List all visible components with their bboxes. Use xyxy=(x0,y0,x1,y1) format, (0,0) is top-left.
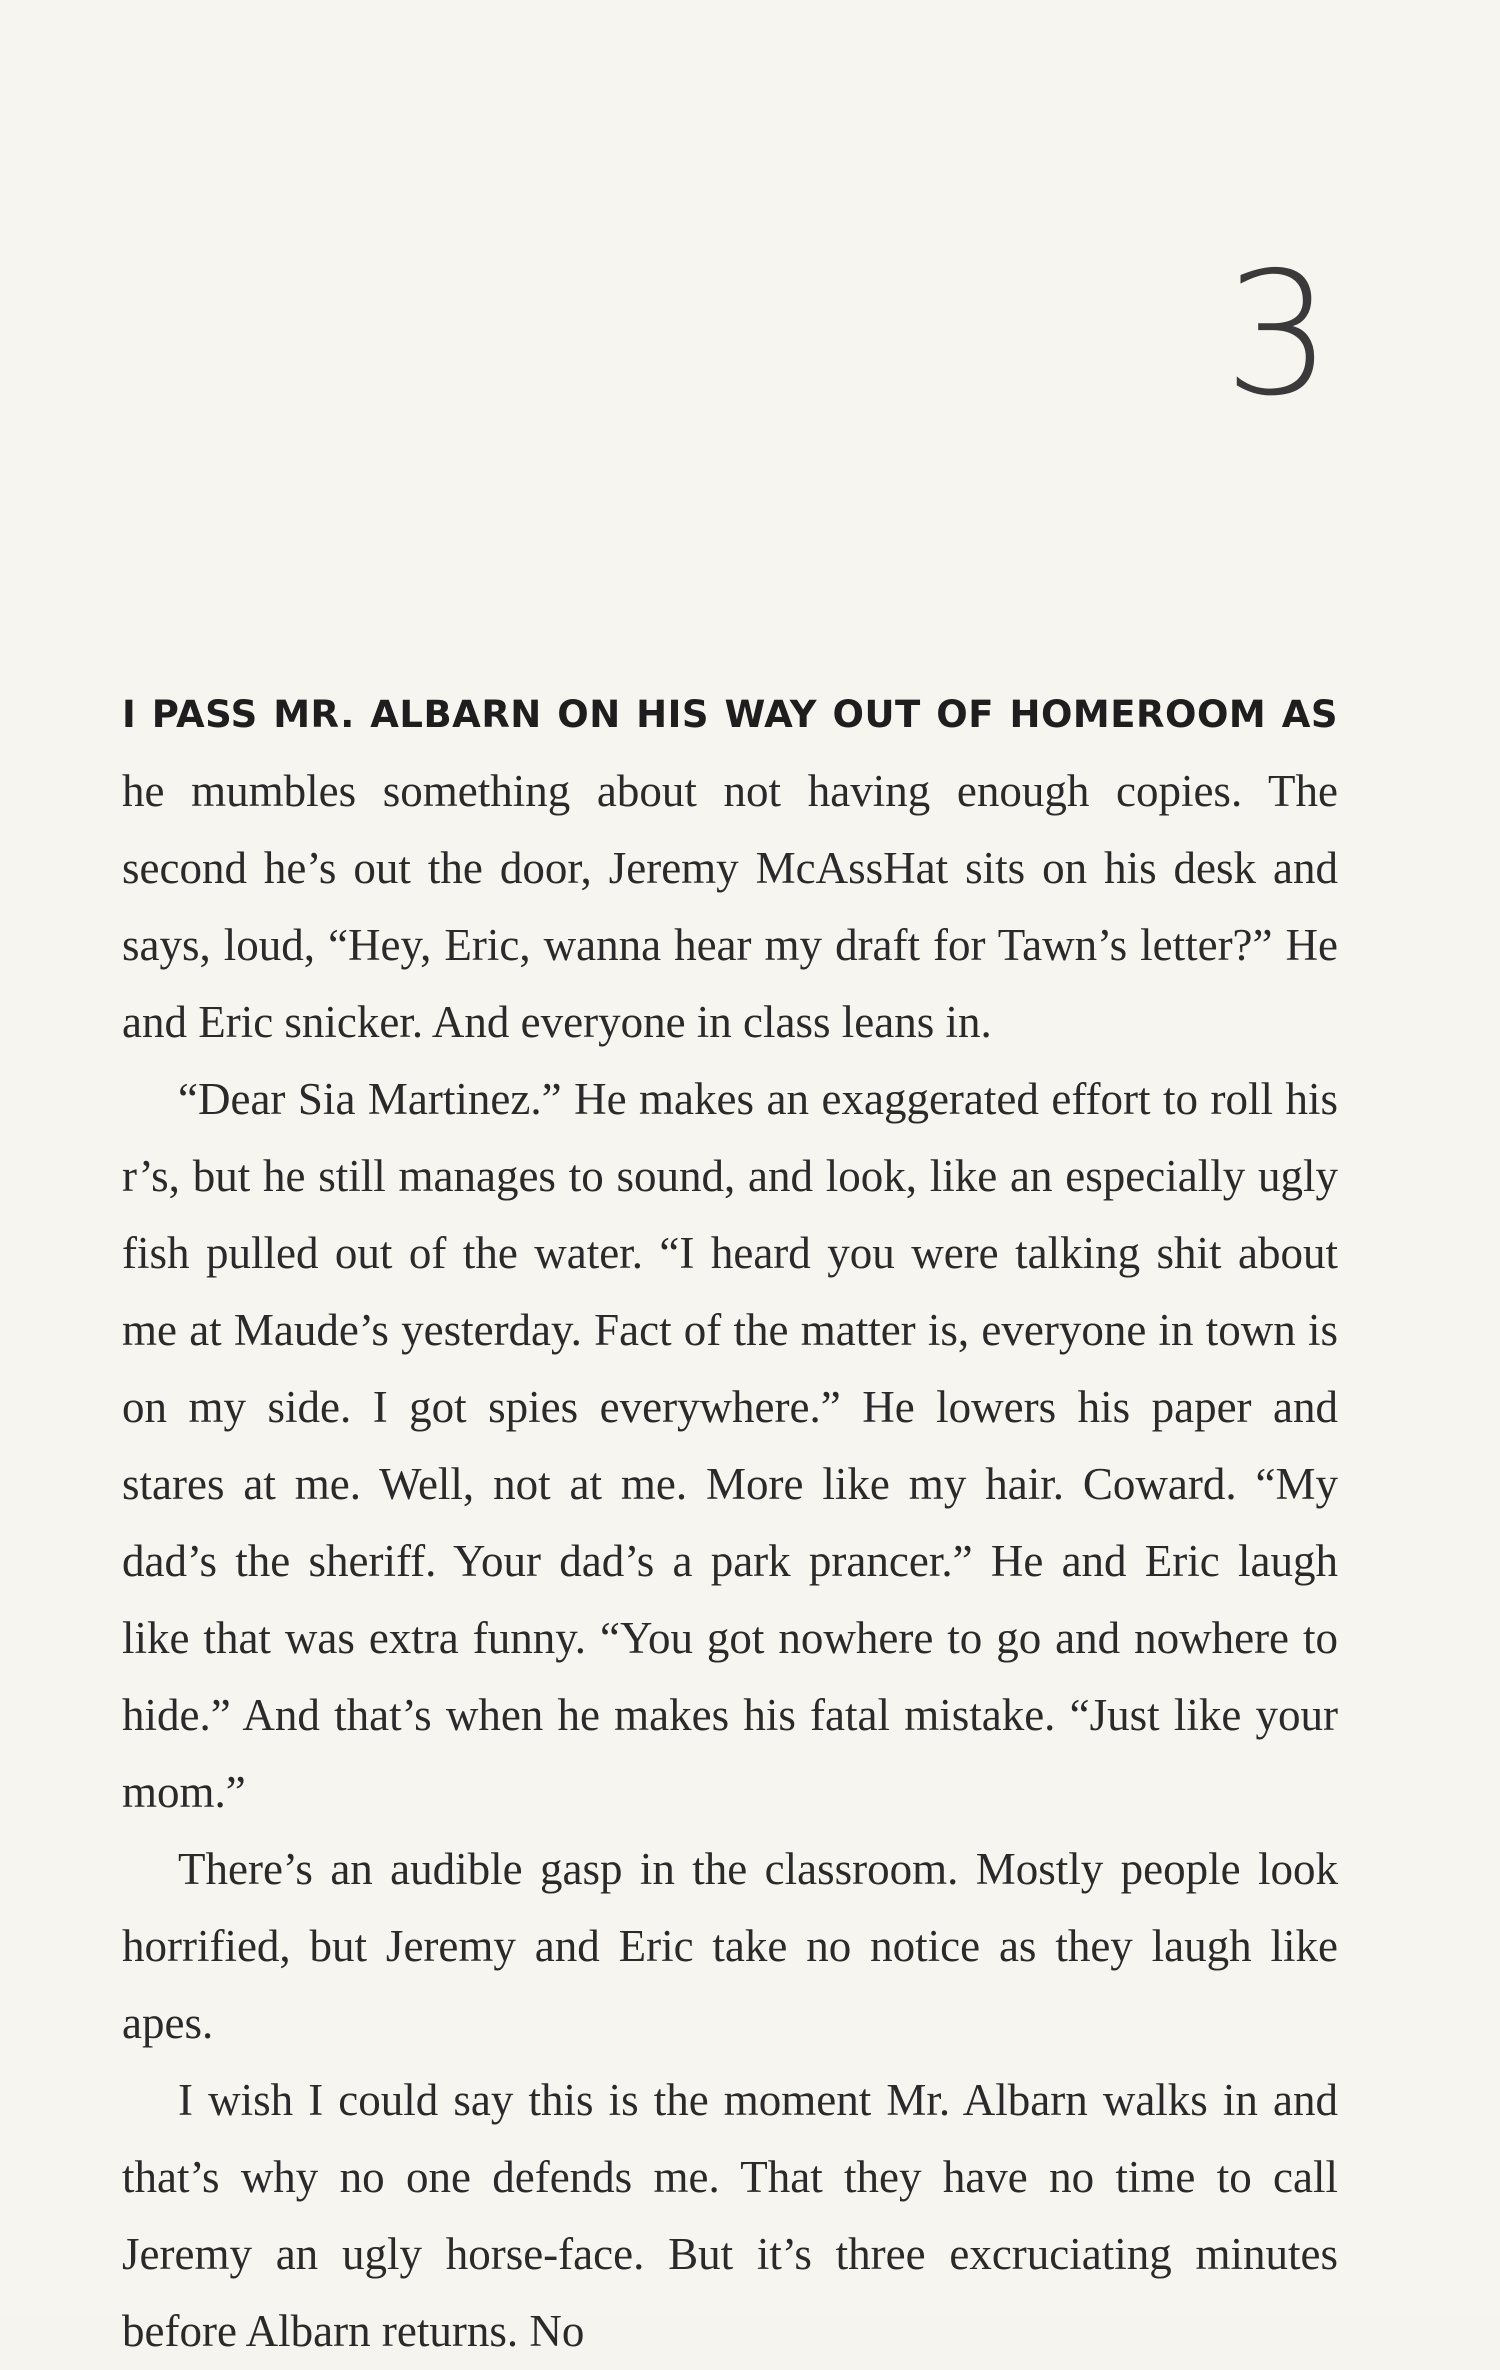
paragraph-2: “Dear Sia Martinez.” He makes an exaggerated effort to roll his r’s, but he still manages to sound, and look, like an especially ugly fish pulled out of the water. “I heard you were talking shit about me at Maude’s yesterday. Fact of the matter is, everyone in town is on my side. I got spies everywhere.” He lowers his paper and stares at me. Well, not at me. More like my hair. Coward. “My dad’s the sheriff. Your dad’s a park prancer.” He and Eric laugh like that was extra funny. “You got nowhere to go and nowhere to hide.” And that’s when he makes his fatal mistake. “Just like your mom.” xyxy=(122,1074,1338,1817)
paragraph-3: There’s an audible gasp in the classroom. Mostly people look horrified, but Jeremy and Eric take no notice as they laugh like apes. xyxy=(122,1844,1338,2048)
chapter-body xyxy=(122,676,1338,2370)
paragraph-1: he mumbles something about not having enough copies. The second he’s out the door, Jeremy McAssHat sits on his desk and says, loud, “Hey, Eric, wanna hear my draft for Tawn’s letter?” He and Eric snicker. And everyone in class leans in. xyxy=(122,766,1338,1047)
paragraph-4: I wish I could say this is the moment Mr. Albarn walks in and that’s why no one defends me. That they have no time to call Jeremy an ugly horse-face. But it’s three excruciating minutes before Albarn returns. No xyxy=(122,2075,1338,2356)
chapter-number: 3 xyxy=(1223,236,1332,434)
chapter-lead-in: I PASS MR. ALBARN ON HIS WAY OUT OF HOMEROOM AS xyxy=(122,693,1338,736)
